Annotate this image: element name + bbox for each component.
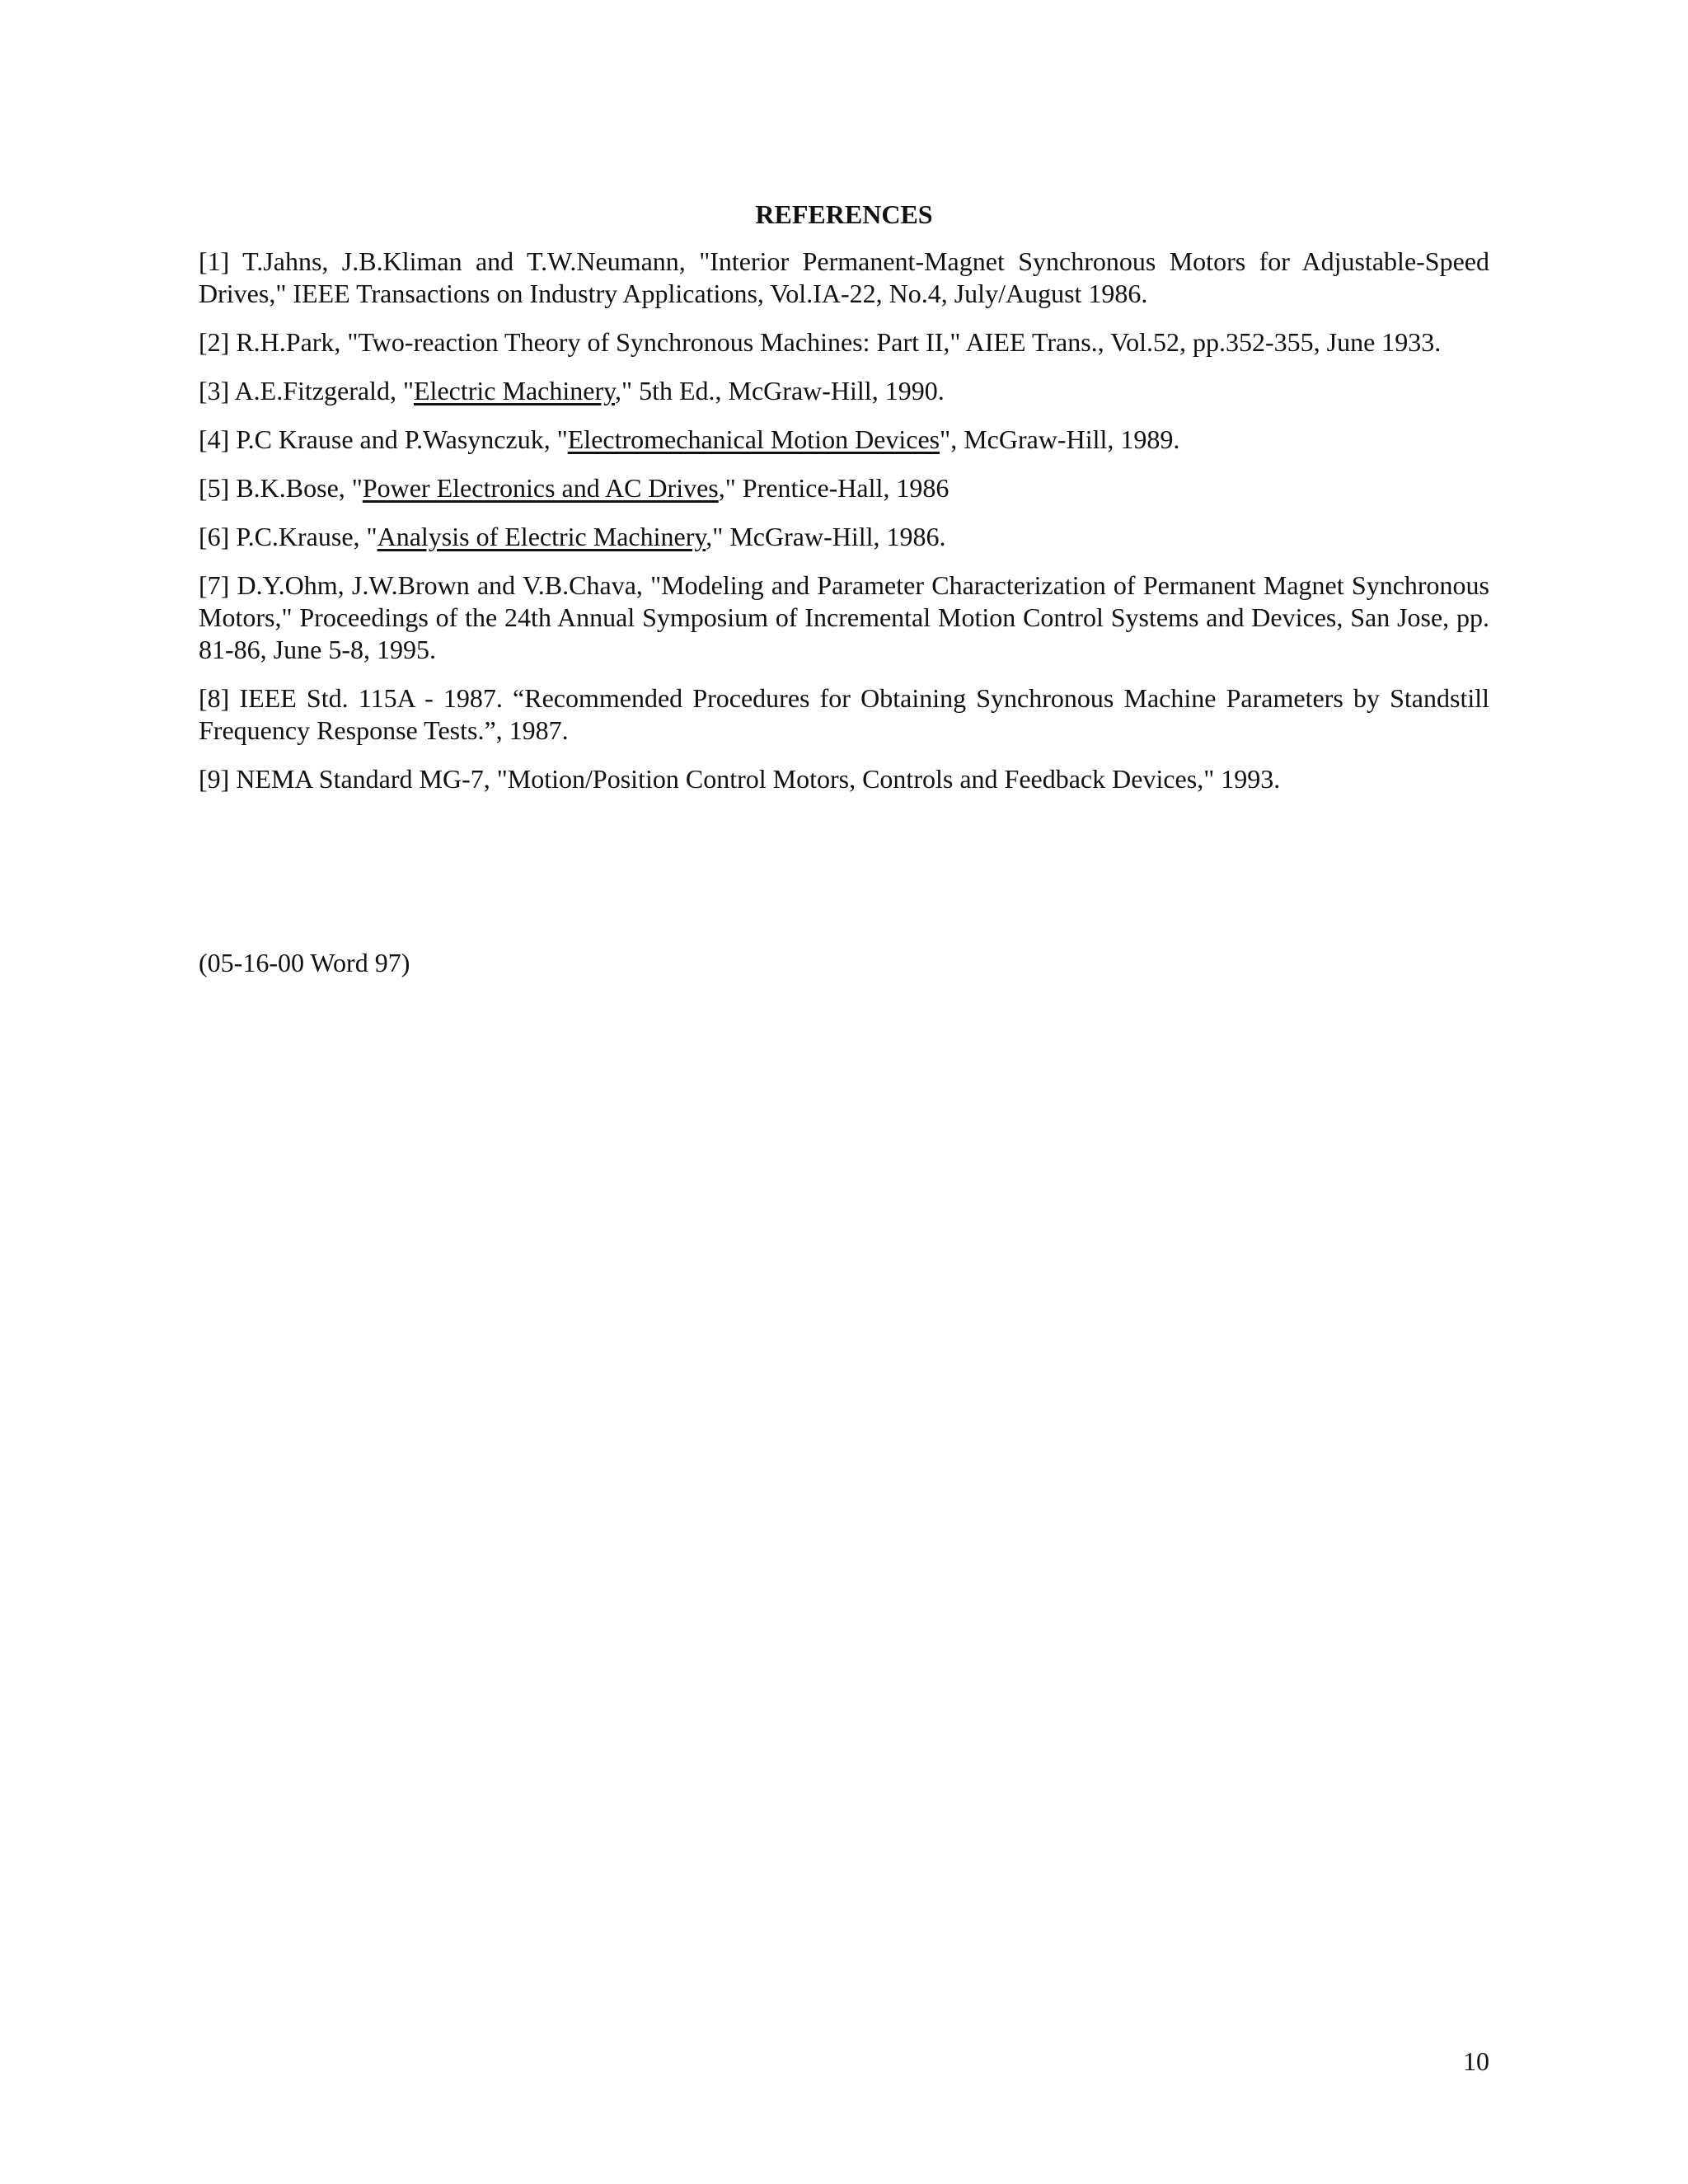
reference-text: [3] A.E.Fitzgerald, " xyxy=(199,376,414,405)
reference-title: Power Electronics and AC Drives xyxy=(362,473,719,503)
references-heading: REFERENCES xyxy=(755,199,933,229)
reference-title: Electric Machinery xyxy=(414,376,616,405)
reference-text-after: ," Prentice-Hall, 1986 xyxy=(718,473,950,503)
reference-title: Analysis of Electric Machinery xyxy=(377,522,706,551)
reference-text: [8] IEEE Std. 115A - 1987. “Recommended Procedures for Obtaining Synchronous Machine Parameters by Standstill Frequency Response Tests.”, 1987. xyxy=(199,683,1489,745)
reference-text-after: ," McGraw-Hill, 1986. xyxy=(706,522,946,551)
page-number: 10 xyxy=(1463,2046,1489,2076)
reference-text: [1] T.Jahns, J.B.Kliman and T.W.Neumann, "Interior Permanent-Magnet Synchronous Motors for Adjustable-Speed Drives," IEEE Transactions on Industry Applications, Vol.IA-22, No.4, July/August 1986. xyxy=(199,246,1489,308)
reference-text: [2] R.H.Park, "Two-reaction Theory of Synchronous Machines: Part II," AIEE Trans., Vol.52, pp.352-355, June 1933. xyxy=(199,327,1442,357)
reference-text: [7] D.Y.Ohm, J.W.Brown and V.B.Chava, "Modeling and Parameter Characterization of Permanent Magnet Synchronous Motors," Proceedings of the 24th Annual Symposium of Incremental Motion Control Systems and Devices, San Jose, pp. 81-86, June 5-8, 1995. xyxy=(199,570,1489,664)
reference-title: Electromechanical Motion Devices xyxy=(567,424,940,454)
reference-text-after: ," 5th Ed., McGraw-Hill, 1990. xyxy=(615,376,945,405)
reference-text-after: ", McGraw-Hill, 1989. xyxy=(940,424,1180,454)
reference-item xyxy=(199,682,1489,747)
reference-item xyxy=(199,763,1489,795)
reference-item xyxy=(199,326,1489,359)
references-list xyxy=(199,246,1489,812)
reference-item xyxy=(199,375,1489,407)
reference-item xyxy=(199,246,1489,310)
reference-text: [5] B.K.Bose, " xyxy=(199,473,363,503)
reference-item xyxy=(199,472,1489,504)
reference-item xyxy=(199,569,1489,666)
reference-text: [6] P.C.Krause, " xyxy=(199,522,377,551)
reference-item xyxy=(199,521,1489,553)
reference-text: [9] NEMA Standard MG-7, "Motion/Position Control Motors, Controls and Feedback Devices," 1993. xyxy=(199,764,1281,794)
reference-item xyxy=(199,424,1489,456)
reference-text: [4] P.C Krause and P.Wasynczuk, " xyxy=(199,424,568,454)
document-version-note: (05-16-00 Word 97) xyxy=(199,948,410,977)
